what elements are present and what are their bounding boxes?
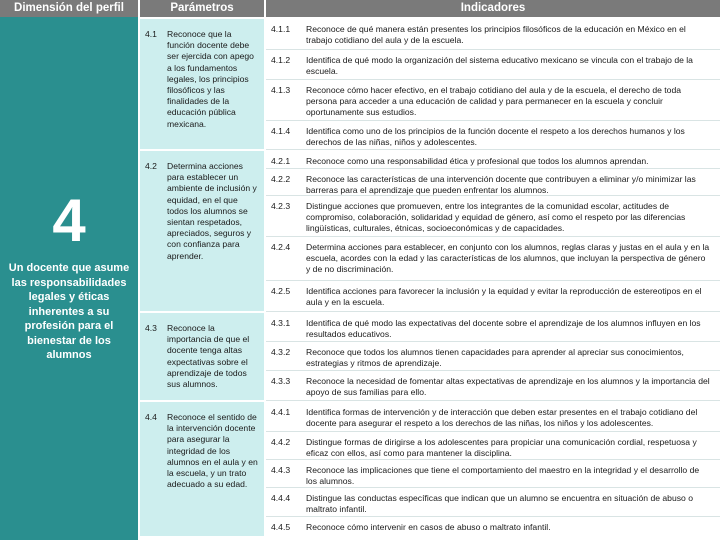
indicator-row: [266, 313, 720, 342]
parameter-text: Reconoce que la función docente debe ser ejercida con apego a los fundamentos legales, los principios filosóficos y las finalidades de la educación pública mexicana.: [167, 29, 254, 129]
indicator-number: 4.4.2: [271, 437, 291, 447]
indicator-row: [266, 460, 720, 488]
indicator-text: Identifica de qué modo las expectativas del docente sobre el aprendizaje de los alumnos influyen en los resultados educativos.: [306, 318, 701, 340]
indicator-row: [266, 196, 720, 237]
indicator-text: Reconoce como una responsabilidad ética y profesional que todos los alumnos aprendan.: [306, 156, 649, 166]
indicator-row: [266, 402, 720, 432]
indicator-text: Reconoce las características de una intervención docente que contribuyen a eliminar y/o minimizar las barreras para el aprendizaje que pueden enfrentar los alumnos.: [306, 174, 696, 196]
indicator-row: [266, 19, 720, 50]
indicator-number: 4.3.3: [271, 376, 291, 386]
indicator-text: Distingue formas de dirigirse a los adolescentes para propiciar una comunicación cordial, respetuosa y eficaz con ellos, así como para mantener la disciplina.: [306, 437, 697, 459]
indicator-text: Identifica como uno de los principios de la función docente el respeto a los derechos humanos y los derechos de las niñas, niños y adolescentes.: [306, 126, 685, 148]
indicator-text: Reconoce cómo intervenir en casos de abuso o maltrato infantil.: [306, 522, 551, 532]
profile-dimension-cell: [0, 17, 138, 540]
header-indicators: Indicadores: [266, 0, 720, 17]
indicator-text: Reconoce de qué manera están presentes los principios filosóficos de la educación en México en el trabajo cotidiano del aula y de la escuela.: [306, 24, 686, 46]
indicator-text: Distingue acciones que promueven, entre los integrantes de la comunidad escolar, actitudes de compromiso, colaboración, solidaridad y equidad de género, así como el respeto por las diferencias lingüísticas, culturales, étnicas, socioeconómicas y de capacidades.: [306, 201, 686, 234]
indicator-row: [266, 169, 720, 196]
indicator-number: 4.4.4: [271, 493, 291, 503]
parameter-text: Reconoce la importancia de que el docente tenga altas expectativas sobre el aprendizaje de todos sus alumnos.: [167, 323, 250, 390]
indicator-number: 4.1.4: [271, 126, 291, 136]
indicator-row: [266, 371, 720, 401]
indicator-number: 4.2.2: [271, 174, 291, 184]
indicator-number: 4.3.1: [271, 318, 291, 328]
indicator-row: [266, 281, 720, 312]
indicator-number: 4.4.1: [271, 407, 291, 417]
parameter-text: Reconoce el sentido de la intervención docente para asegurar la integridad de los alumnos en el aula y en la escuela, y un trato adecuado a su edad.: [167, 412, 258, 490]
indicator-row: [266, 432, 720, 460]
indicator-number: 4.1.3: [271, 85, 291, 95]
parameter-cell: [140, 313, 264, 400]
indicator-number: 4.4.3: [271, 465, 291, 475]
parameter-number: 4.4: [145, 412, 157, 422]
header-dimension: Dimensión del perfil: [0, 0, 138, 17]
indicator-row: [266, 151, 720, 169]
indicator-row: [266, 517, 720, 536]
dimension-number: 4: [52, 187, 86, 254]
indicator-number: 4.2.3: [271, 201, 291, 211]
indicator-row: [266, 80, 720, 121]
indicator-row: [266, 237, 720, 281]
indicator-text: Identifica formas de intervención y de interacción que deben estar presentes en el trabajo cotidiano del docente para asegurar el respeto a los derechos de las niñas, los niños y los adolescentes.: [306, 407, 698, 429]
indicator-row: [266, 121, 720, 150]
indicator-text: Reconoce que todos los alumnos tienen capacidades para aprender al apreciar sus conocimientos, estrategias y ritmos de aprendizaje.: [306, 347, 684, 369]
indicator-number: 4.2.1: [271, 156, 291, 166]
header-parameters: Parámetros: [140, 0, 264, 17]
indicator-text: Distingue las conductas específicas que indican que un alumno se encuentra en situación de abuso o maltrato infantil.: [306, 493, 693, 515]
indicator-text: Reconoce la necesidad de fomentar altas expectativas de aprendizaje en los alumnos y la importancia del apoyo de sus familias para ello.: [306, 376, 710, 398]
parameter-number: 4.1: [145, 29, 157, 39]
indicator-row: [266, 488, 720, 517]
indicator-row: [266, 50, 720, 80]
parameter-cell: [140, 151, 264, 311]
indicator-text: Reconoce las implicaciones que tiene el comportamiento del maestro en la integridad y el desarrollo de los alumnos.: [306, 465, 700, 487]
parameter-cell: [140, 19, 264, 149]
indicator-number: 4.1.1: [271, 24, 291, 34]
indicator-number: 4.2.5: [271, 286, 291, 296]
parameter-text: Determina acciones para establecer un ambiente de inclusión y equidad, en el que todos los alumnos se sientan respetados, apreciados, seguros y con confianza para aprender.: [167, 161, 257, 261]
indicator-row: [266, 342, 720, 371]
indicator-text: Determina acciones para establecer, en conjunto con los alumnos, reglas claras y justas en el aula y en la escuela, acordes con la edad y las características de los alumnos, que incluyan la perspectiva de género y de no discriminación.: [306, 242, 710, 275]
indicator-text: Identifica de qué modo la organización del sistema educativo mexicano se vincula con el trabajo de la escuela.: [306, 55, 693, 77]
parameter-cell: [140, 402, 264, 536]
indicator-number: 4.2.4: [271, 242, 291, 252]
parameter-number: 4.2: [145, 161, 157, 171]
indicator-text: Reconoce cómo hacer efectivo, en el trabajo cotidiano del aula y de la escuela, el derecho de toda persona para acceder a una educación de calidad y para permanecer en la escuela y concluir oportunamente sus estudios.: [306, 85, 682, 118]
indicator-number: 4.4.5: [271, 522, 291, 532]
parameter-number: 4.3: [145, 323, 157, 333]
indicator-number: 4.3.2: [271, 347, 291, 357]
indicator-number: 4.1.2: [271, 55, 291, 65]
indicator-text: Identifica acciones para favorecer la inclusión y la equidad y evitar la reproducción de estereotipos en el aula y en la escuela.: [306, 286, 702, 308]
dimension-description: Un docente que asume las responsabilidades legales y éticas inherentes a su profesión para el bienestar de los alumnos: [8, 262, 130, 361]
